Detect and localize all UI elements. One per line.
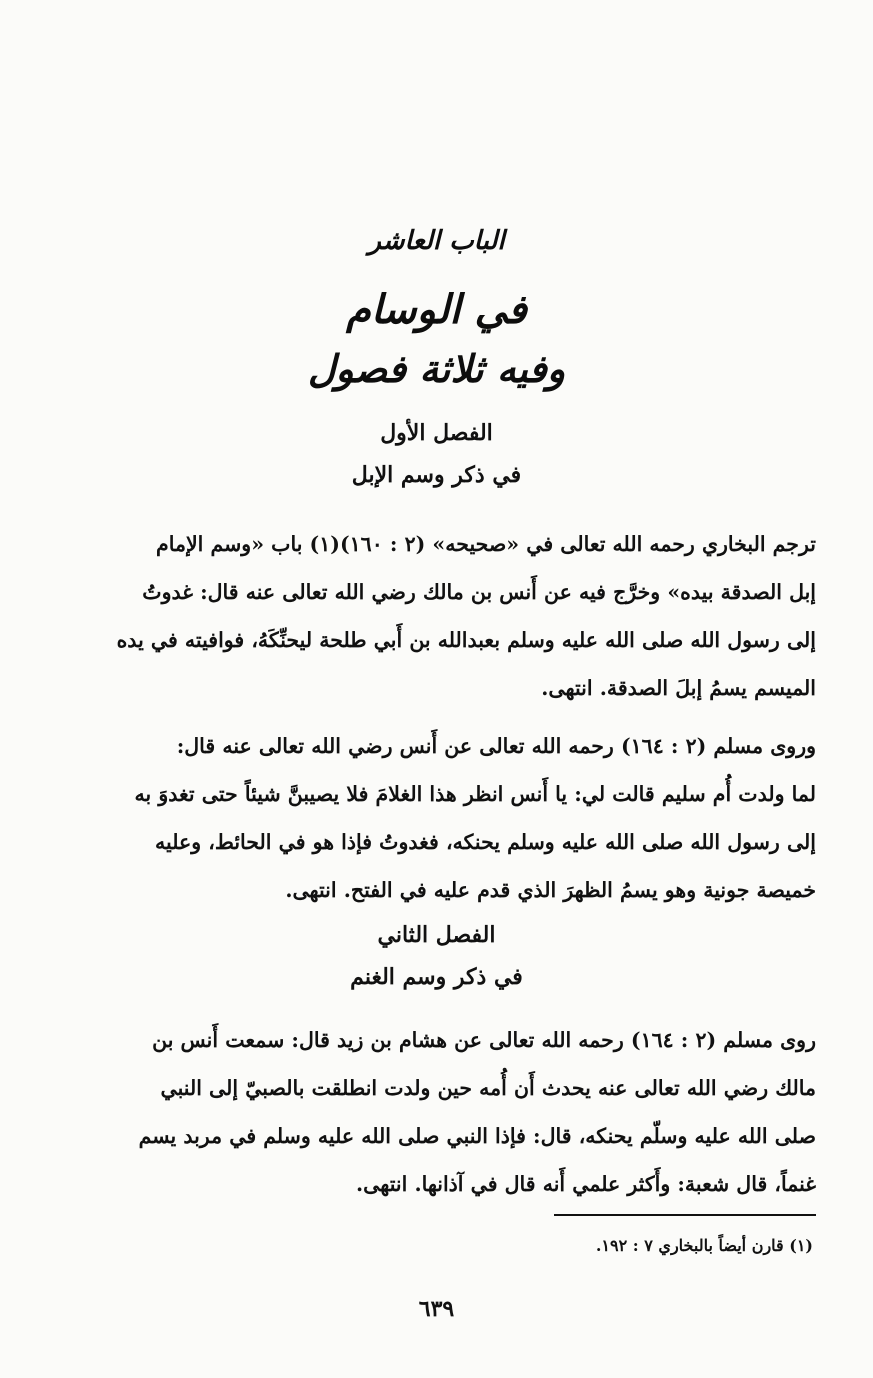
paragraph-line: إلى رسول الله صلى الله عليه وسلم بعبدالله بن أَبي طلحة ليحنِّكَهُ، فوافيته في يده — [116, 628, 816, 652]
section-1-title: الفصل الأول — [380, 420, 493, 446]
paragraph-line: صلى الله عليه وسلّم يحنكه، قال: فإذا النبي صلى الله عليه وسلم في مربد يسم — [138, 1124, 816, 1148]
chapter-subject: في الوسام — [346, 286, 527, 333]
paragraph-2 — [66, 722, 816, 914]
section-1-subtitle: في ذكر وسم الإبل — [351, 462, 522, 488]
footnote: (١) قارن أيضاً بالبخاري ٧ : ١٩٢. — [595, 1236, 813, 1255]
paragraph-line: ترجم البخاري رحمه الله تعالى في «صحيحه» (٢ : ١٦٠)(١) باب «وسم الإمام — [156, 532, 816, 556]
paragraph-1 — [66, 520, 816, 712]
paragraph-3 — [66, 1016, 816, 1208]
paragraph-line: وروى مسلم (٢ : ١٦٤) رحمه الله تعالى عن أَنس رضي الله تعالى عنه قال: — [176, 734, 816, 758]
page-number: ٦٣٩ — [418, 1296, 455, 1322]
paragraph-line: خميصة جونية وهو يسمُ الظهرَ الذي قدم عليه في الفتح. انتهى. — [285, 878, 816, 902]
chapter-title: الباب العاشر — [368, 226, 505, 256]
footnote-divider — [554, 1214, 816, 1216]
paragraph-line: إلى رسول الله صلى الله عليه وسلم يحنكه، فغدوتُ فإذا هو في الحائط، وعليه — [155, 830, 816, 854]
paragraph-line: الميسم يسمُ إبلَ الصدقة. انتهى. — [541, 676, 816, 700]
paragraph-line: مالك رضي الله تعالى عنه يحدث أَن أُمه حين ولدت انطلقت بالصبيّ إلى النبي — [160, 1076, 816, 1100]
section-2-subtitle: في ذكر وسم الغنم — [350, 964, 523, 990]
section-2-title: الفصل الثاني — [377, 922, 496, 948]
chapter-contents-note: وفيه ثلاثة فصول — [307, 346, 566, 391]
paragraph-line: غنماً، قال شعبة: وأَكثر علمي أَنه قال في آذانها. انتهى. — [356, 1172, 816, 1196]
paragraph-line: لما ولدت أُم سليم قالت لي: يا أَنس انظر هذا الغلامَ فلا يصيبنَّ شيئاً حتى تغدوَ به — [134, 782, 816, 806]
paragraph-line: إبل الصدقة بيده» وخرَّج فيه عن أَنس بن مالك رضي الله تعالى عنه قال: غدوتُ — [142, 580, 816, 604]
paragraph-line: روى مسلم (٢ : ١٦٤) رحمه الله تعالى عن هشام بن زيد قال: سمعت أَنس بن — [152, 1028, 816, 1052]
